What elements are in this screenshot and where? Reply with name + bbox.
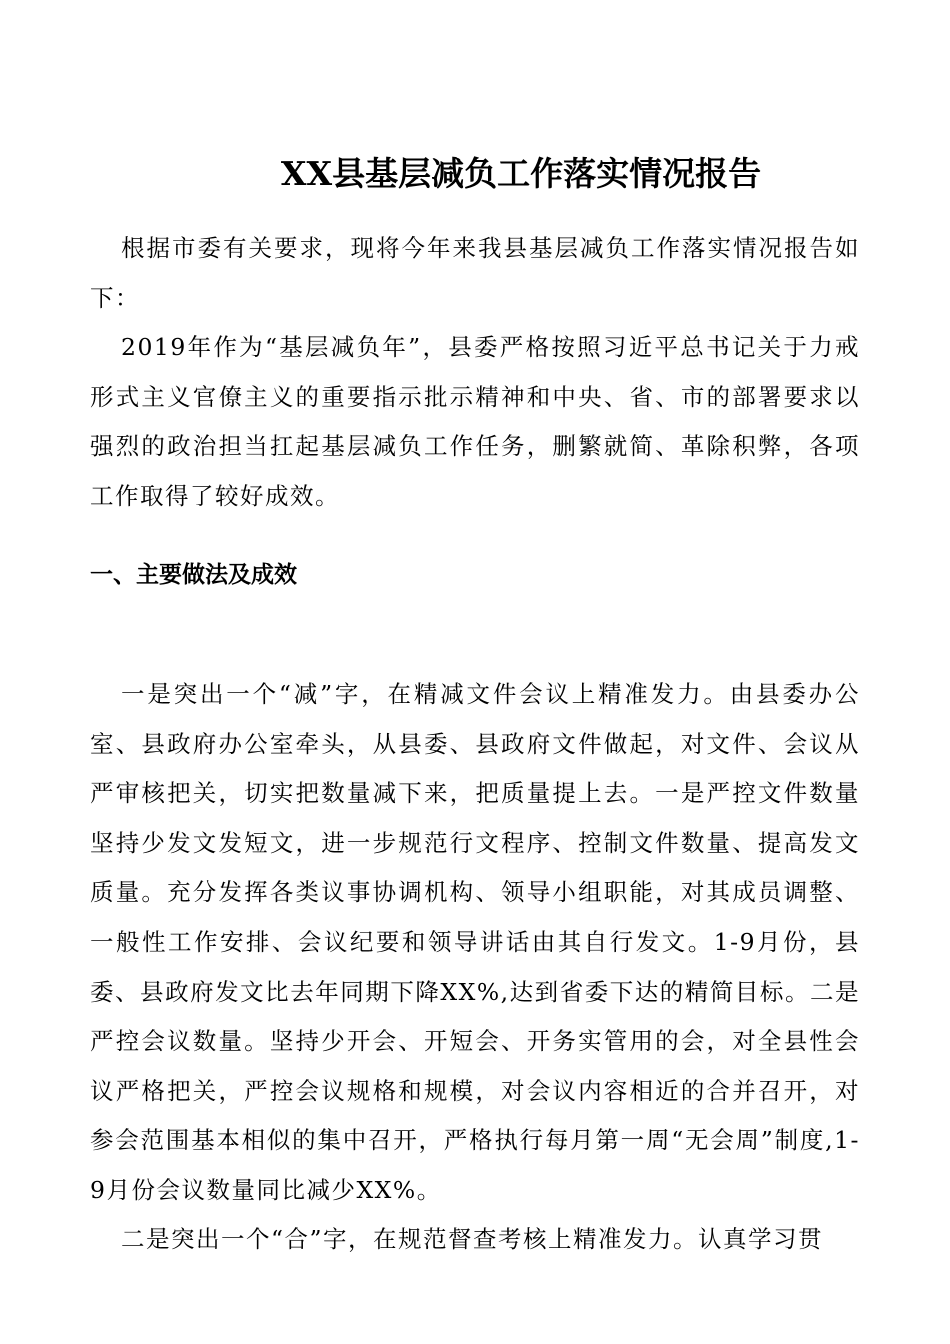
section-heading: 一、主要做法及成效 bbox=[90, 562, 297, 588]
measure-paragraph-1: 一是突出一个“减”字，在精减文件会议上精准发力。由县委办公室、县政府办公室牵头，从县委、县政府文件做起，对文件、会议从严审核把关，切实把数量减下来，把质量提上去。一是严控文件数量坚持少发文发短文，进一步规范行文程序、控制文件数量、提高发文质量。充分发挥各类议事协调机构、领导小组职能，对其成员调整、一般性工作安排、会议纪要和领导讲话由其自行发文。1-9月份，县委、县政府发文比去年同期下降XX%,达到省委下达的精简目标。二是严控会议数量。坚持少开会、开短会、开务实管用的会，对全县性会议严格把关，严控会议规格和规模，对会议内容相近的合并召开，对参会范围基本相似的集中召开，严格执行每月第一周“无会周”制度,1-9月份会议数量同比减少XX%。 bbox=[90, 680, 860, 1204]
measure-paragraph-2: 二是突出一个“合”字，在规范督查考核上精准发力。认真学习贯 bbox=[121, 1225, 824, 1253]
document-title: XX县基层减负工作落实情况报告 bbox=[280, 154, 762, 193]
background-paragraph: 2019年作为“基层减负年”，县委严格按照习近平总书记关于力戒形式主义官僚主义的重要指示批示精神和中央、省、市的部署要求以强烈的政治担当扛起基层减负工作任务，删繁就简、革除积弊，各项工作取得了较好成效。 bbox=[90, 333, 860, 510]
intro-paragraph: 根据市委有关要求，现将今年来我县基层减负工作落实情况报告如下： bbox=[90, 234, 860, 312]
